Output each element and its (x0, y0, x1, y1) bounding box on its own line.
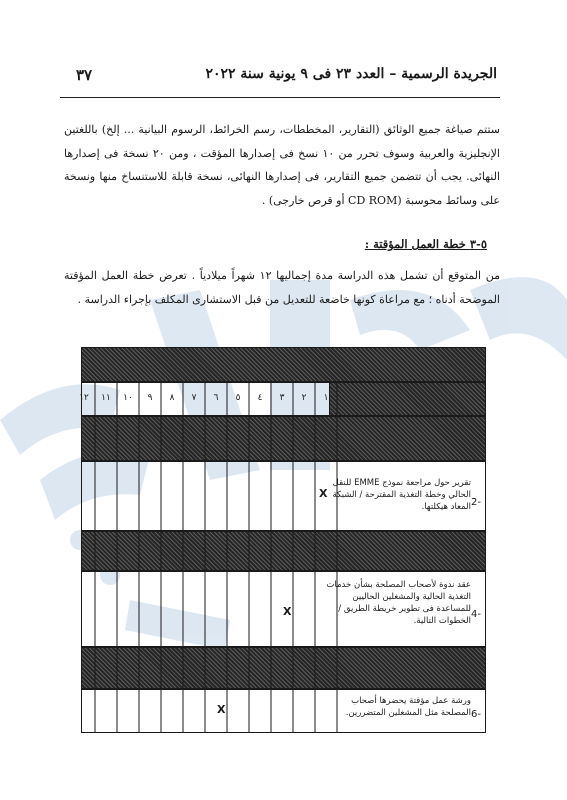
month-label: ١٢ (79, 393, 89, 403)
task-number: 6- (471, 709, 481, 720)
schedule-mark: X (217, 703, 226, 716)
task-number: 2- (471, 497, 481, 508)
month-label: ١١ (101, 393, 111, 403)
month-label: ٧ (191, 393, 197, 403)
month-label: ٢ (301, 393, 307, 403)
task-number: 4- (471, 609, 481, 620)
month-label: ٨ (169, 393, 175, 403)
task-description: ورشة عمل مؤقتة يحضرها أصحاب المصلحة مثل المشغلين المتضررين. (345, 696, 471, 718)
page-header (60, 64, 497, 90)
month-label: ١ (323, 393, 329, 403)
month-label: ٩ (147, 393, 153, 403)
table-grid (81, 347, 486, 733)
page-number: ٣٧ (76, 66, 93, 84)
task-description: تقرير حول مراجعة نموذج EMME للنقل الحالي وخطة التغذية المقترحة / الشبكة المعاد هيكلتها. (332, 478, 471, 512)
header-divider (60, 97, 500, 98)
month-label: ٦ (213, 393, 219, 403)
month-label: ٤ (257, 393, 263, 403)
section-heading: ٥-٣ خطة العمل المؤقتة : (364, 237, 487, 251)
documents-paragraph: ستتم صياغة جميع الوثائق (التقارير، المخططات، رسم الخرائط، الرسوم البيانية ... إلخ) باللغتين الإنجليزية والعربية وسوف تحرر من ١٠ نسخ فى إصدارها المؤقت ، ومن ٢٠ نسخة فى إصدارها النهائى. يجب أن تتضمن جميع التقارير، فى إصدارها النهائى، نسخة قابلة للاستنساخ منها ونسخة على وسائط محوسبة (CD ROM أو قرص خارجى) . (64, 123, 500, 207)
task-description: عقد ندوة لأصحاب المصلحة بشأن خدمات التغذية الحالية والمشغلين الحاليين للمساعدة فى تطوير خريطة الطريق / الخطوات التالية. (326, 580, 471, 626)
schedule-mark: X (319, 487, 328, 500)
gazette-title: الجريدة الرسمية – العدد ٢٣ فى ٩ يونية سنة ٢٠٢٢ (205, 66, 497, 82)
month-label: ٥ (235, 393, 241, 403)
schedule-mark: X (283, 605, 292, 618)
work-plan-table (81, 347, 486, 733)
month-label: ١٠ (123, 393, 133, 403)
work-plan-paragraph: من المتوقع أن تشمل هذه الدراسة مدة إجماليها ١٢ شهراً ميلادياً . تعرض خطة العمل المؤقتة الموضحة أدناه ؛ مع مراعاة كونها خاضعة للتعديل من قبل الاستشارى المكلف بإجراء الدراسة . (64, 269, 500, 306)
month-label: ٣ (279, 393, 285, 403)
